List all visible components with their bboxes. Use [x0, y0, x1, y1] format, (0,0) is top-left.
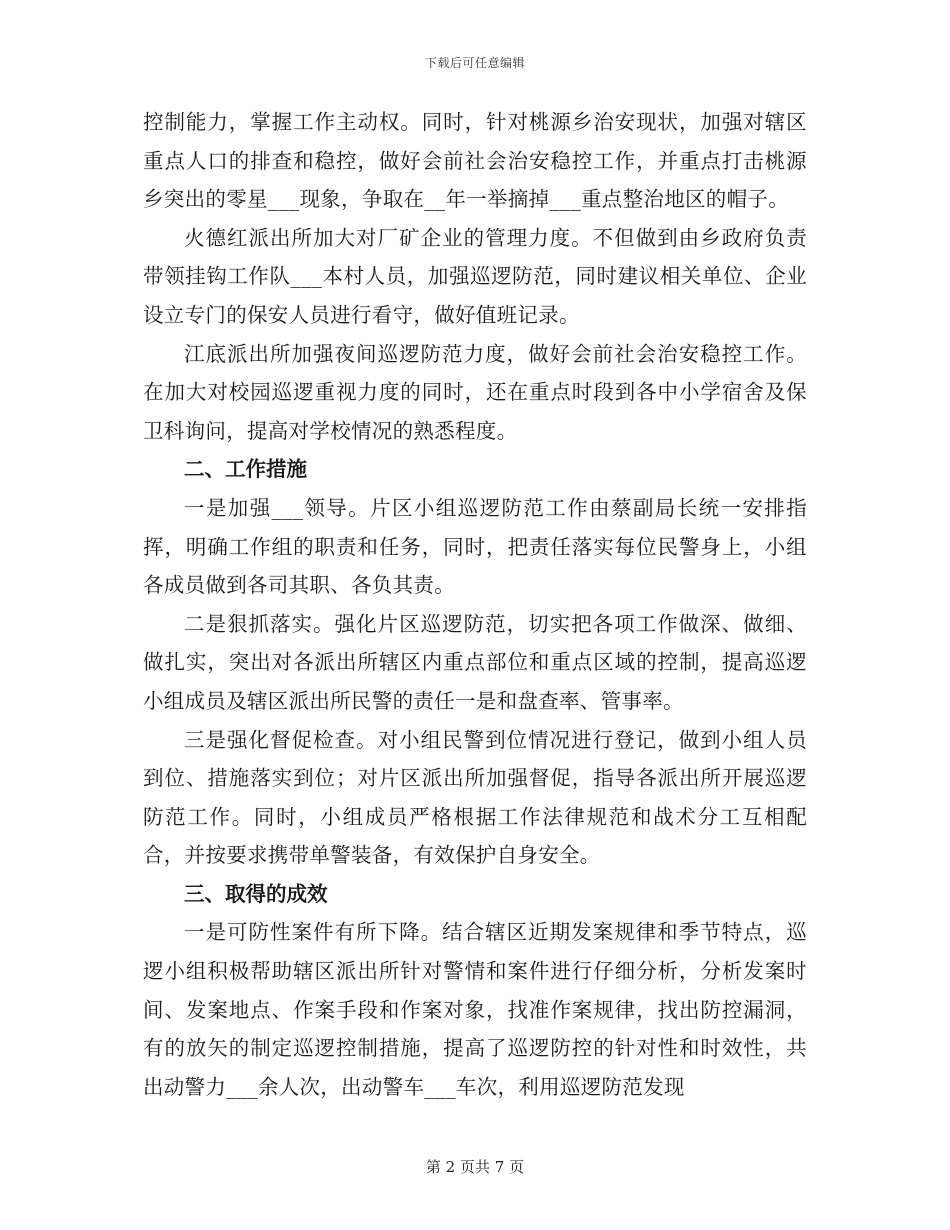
paragraph-jiangdi: 江底派出所加强夜间巡逻防范力度，做好会前社会治安稳控工作。在加大对校园巡逻重视力度的同时，还在重点时段到各中小学宿舍及保卫科询问，提高对学校情况的熟悉程度。 — [143, 341, 807, 443]
page-number: 第 2 页共 7 页 — [425, 1158, 525, 1176]
paragraph-huodehong: 火德红派出所加大对厂矿企业的管理力度。不但做到由乡政府负责带领挂钩工作队___本村人员，加强巡逻防范，同时建议相关单位、企业设立专门的保安人员进行看守，做好值班记录。 — [143, 225, 807, 327]
paragraph-measure-3: 三是强化督促检查。对小组民警到位情况进行登记，做到小组人员到位、措施落实到位；对片区派出所加强督促，指导各派出所开展巡逻防范工作。同时，小组成员严格根据工作法律规范和战术分工互相配合，并按要求携带单警装备，有效保护自身安全。 — [143, 727, 807, 868]
paragraph-measure-2: 二是狠抓落实。强化片区巡逻防范，切实把各项工作做深、做细、做扎实，突出对各派出所辖区内重点部位和重点区域的控制，提高巡逻小组成员及辖区派出所民警的责任一是和盘查率、管事率。 — [143, 611, 807, 713]
document-body — [143, 103, 807, 1106]
section-heading-results: 三、取得的成效 — [184, 881, 328, 906]
section-heading-measures: 二、工作措施 — [184, 457, 307, 482]
paragraph-measure-1: 一是加强___领导。片区小组巡逻防范工作由蔡副局长统一安排指挥，明确工作组的职责和任务，同时，把责任落实每位民警身上，小组各成员做到各司其职、各负其责。 — [143, 495, 807, 598]
paragraph-continued: 控制能力，掌握工作主动权。同时，针对桃源乡治安现状，加强对辖区重点人口的排查和稳控，做好会前社会治安稳控工作，并重点打击桃源乡突出的零星___现象，争取在__年一举摘掉___重点整治地区的帽子。 — [143, 110, 807, 212]
page-header: 下载后可任意编辑 — [424, 56, 525, 70]
paragraph-result-1: 一是可防性案件有所下降。结合辖区近期发案规律和季节特点，巡逻小组积极帮助辖区派出所针对警情和案件进行仔细分析，分析发案时间、发案地点、作案手段和作案对象，找准作案规律，找出防控漏洞，有的放矢的制定巡逻控制措施，提高了巡逻防控的针对性和时效性，共出动警力___余人次，出动警车___车次，利用巡逻防范发现 — [143, 920, 807, 1099]
